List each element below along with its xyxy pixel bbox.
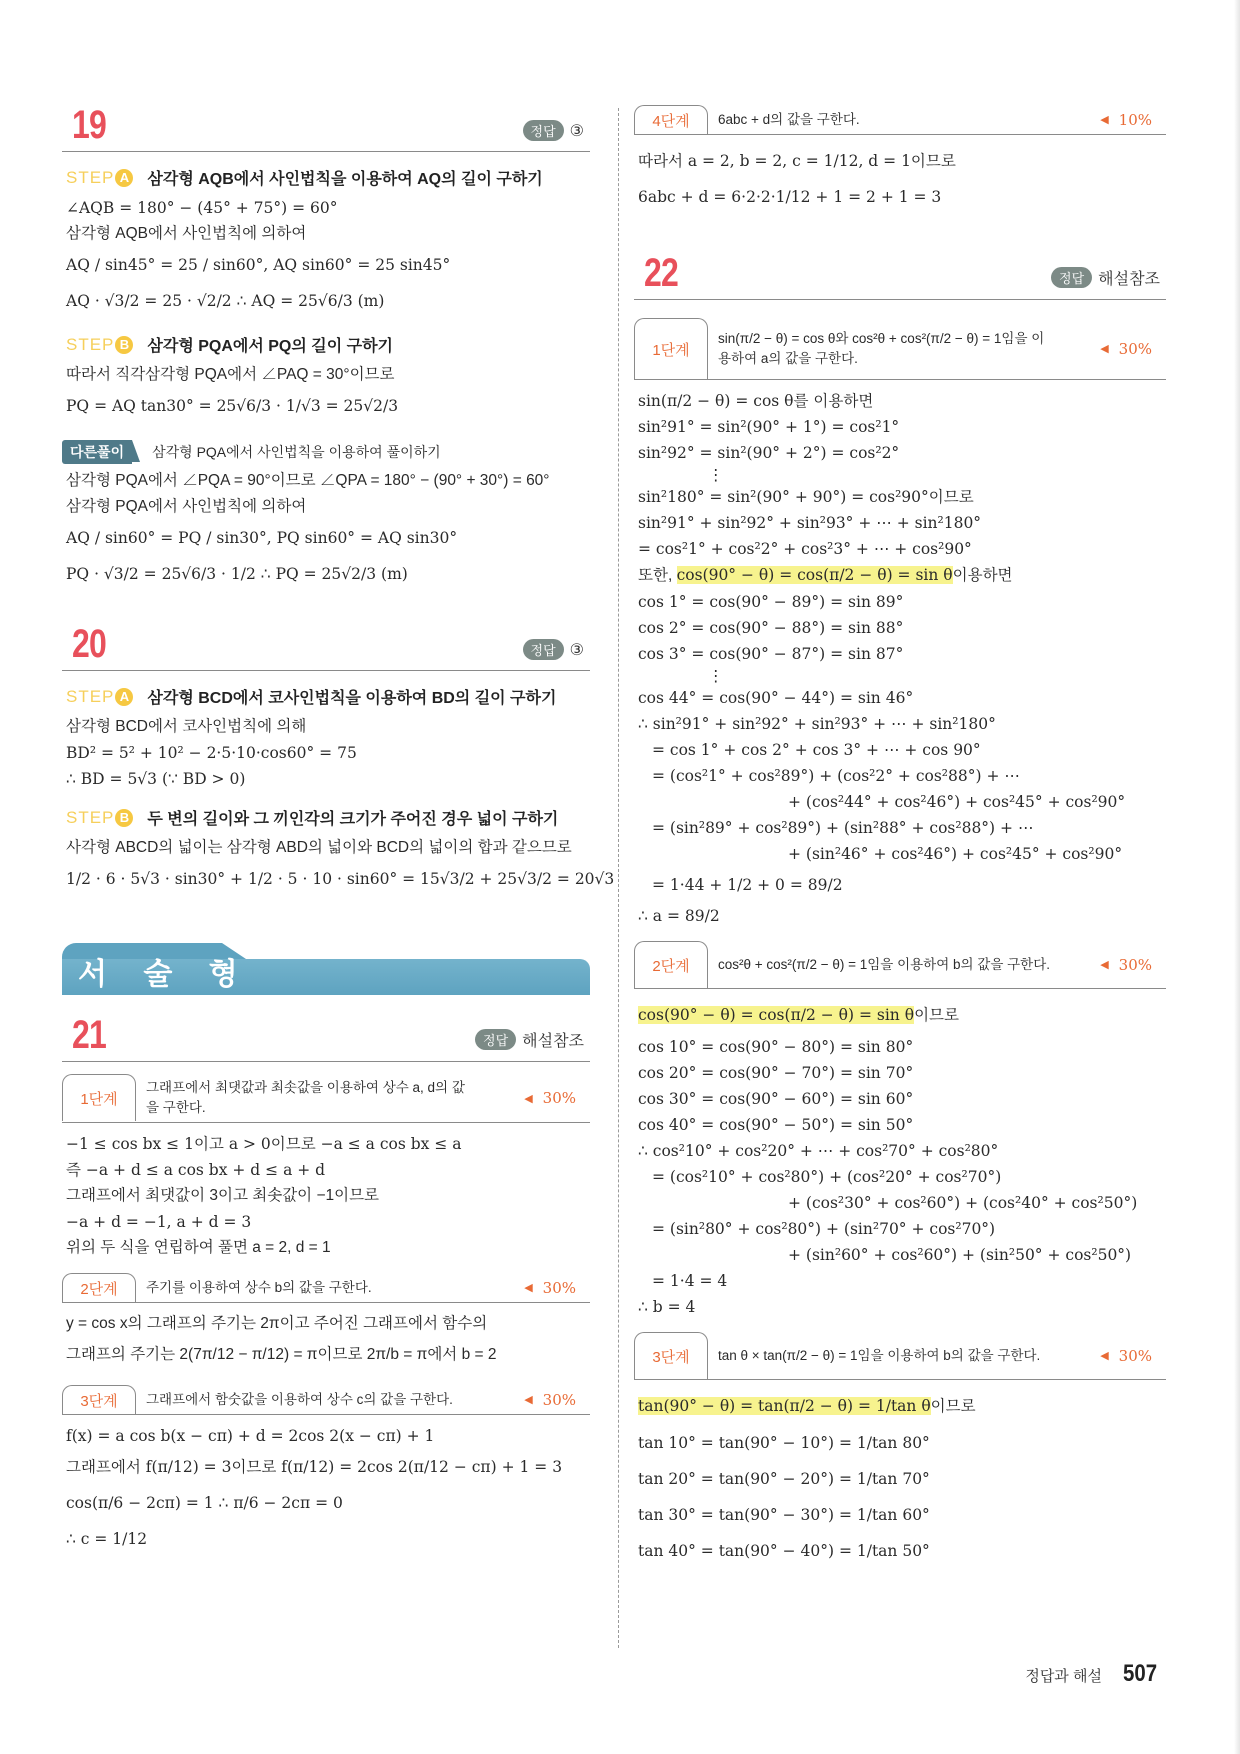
stage-score — [486, 1074, 590, 1122]
step-title: 삼각형 PQA에서 PQ의 길이 구하기 — [147, 338, 393, 355]
solution-line: 즉 −a + d ≤ a cos bx + d ≤ a + d — [66, 1161, 326, 1179]
solution-line: cos 44° = cos(90° − 44°) = sin 46° — [638, 689, 914, 707]
highlighted-identity-line — [638, 1388, 1166, 1425]
stage-2-header — [634, 941, 1166, 989]
stage-description: sin(π/2 − θ) = cos θ와 cos²θ + cos²(π/2 − θ) = 1임을 이용하여 a의 값을 구한다. — [718, 330, 1045, 366]
answer-block — [523, 120, 584, 141]
stage-percent: 30% — [1118, 955, 1152, 974]
problem-number: 20 — [72, 622, 106, 666]
left-column — [62, 95, 615, 1557]
stage-percent: 30% — [542, 1278, 576, 1297]
stage-description: cos²θ + cos²(π/2 − θ) = 1임을 이용하여 b의 값을 구한다. — [718, 956, 1051, 972]
stage-4-header — [634, 105, 1166, 135]
note-prefix: 또한, — [638, 567, 677, 584]
solution-line: ∴ BD = 5√3 (∵ BD > 0) — [66, 770, 246, 788]
problem-19-header — [62, 95, 590, 152]
solution-line: + (sin²46° + cos²46°) + cos²45° + cos²90° — [788, 845, 1123, 863]
solution-line: 삼각형 AQB에서 사인법칙에 의하여 — [66, 225, 307, 242]
stage-label: 2단계 — [634, 941, 708, 988]
stage-2-header — [62, 1273, 590, 1303]
highlighted-identity-line — [638, 562, 1166, 589]
step-tag: STEP — [66, 807, 115, 827]
solution-line: = cos²1° + cos²2° + cos²3° + ⋯ + cos²90° — [638, 540, 972, 558]
problem-22-header — [634, 243, 1166, 300]
note-suffix: 이므로 — [930, 1398, 976, 1415]
solution-line: 위의 두 식을 연립하여 풀면 a = 2, d = 1 — [66, 1239, 331, 1256]
solution-line: sin(π/2 − θ) = cos θ를 이용하면 — [638, 392, 874, 410]
page-edge-shadow — [1234, 0, 1240, 1754]
solution-line: 1/2 · 6 · 5√3 · sin30° + 1/2 · 5 · 10 · sin60° = 15√3/2 + 25√3/2 = 20√3 — [66, 870, 615, 888]
problem-number: 22 — [644, 251, 678, 295]
alternate-solution-tag: 다른풀이 — [62, 440, 132, 464]
solution-line: 사각형 ABCD의 넓이는 삼각형 ABD의 넓이와 BCD의 넓이의 합과 같으므로 — [66, 839, 572, 856]
solution-line: = (cos²10° + cos²80°) + (cos²20° + cos²70°) — [652, 1168, 1002, 1186]
solution-line: AQ / sin45° = 25 / sin60°, AQ sin60° = 25 sin45° — [66, 256, 451, 274]
stage-label: 3단계 — [62, 1385, 136, 1414]
step-letter-badge: A — [115, 688, 133, 706]
solution-line: cos 10° = cos(90° − 80°) = sin 80° — [638, 1038, 914, 1056]
solution-line: 6abc + d = 6·2·2·1/12 + 1 = 2 + 1 = 3 — [638, 188, 942, 206]
solution-line: 그래프에서 f(π/12) = 3이므로 f(π/12) = 2cos 2(π/12 − cπ) + 1 = 3 — [66, 1458, 563, 1476]
stage-label: 1단계 — [62, 1074, 136, 1121]
solution-line: BD² = 5² + 10² − 2·5·10·cos60° = 75 — [66, 744, 357, 762]
solution-line: = 1·44 + 1/2 + 0 = 89/2 — [652, 876, 843, 894]
step-tag: STEP — [66, 167, 115, 187]
problem-20-header — [62, 614, 590, 671]
stage-percent: 30% — [542, 1089, 576, 1107]
page-number: 507 — [1122, 1660, 1157, 1687]
step-letter-badge: A — [115, 169, 133, 187]
solution-line: = cos 1° + cos 2° + cos 3° + ⋯ + cos 90° — [652, 741, 981, 759]
solution-line: + (cos²30° + cos²60°) + (cos²40° + cos²50°) — [788, 1194, 1138, 1212]
solution-line: cos 40° = cos(90° − 50°) = sin 50° — [638, 1116, 914, 1134]
stage-3-header — [62, 1385, 590, 1415]
stage-score — [1062, 1332, 1166, 1379]
stage-percent: 30% — [1118, 1346, 1152, 1365]
solution-line: 삼각형 PQA에서 ∠PQA = 90°이므로 ∠QPA = 180° − (90° + 30°) = 60° — [66, 472, 550, 489]
ellipsis-vertical: ⋮ — [708, 667, 724, 685]
highlighted-formula: tan(90° − θ) = tan(π/2 − θ) = 1/tan θ — [638, 1397, 931, 1415]
solution-line: sin²92° = sin²(90° + 2°) = cos²2° — [638, 444, 900, 462]
step-title: 삼각형 AQB에서 사인법칙을 이용하여 AQ의 길이 구하기 — [147, 171, 543, 188]
footer-section-label: 정답과 해설 — [1025, 1668, 1102, 1685]
stage-description: 그래프에서 함숫값을 이용하여 상수 c의 값을 구한다. — [146, 1391, 453, 1407]
solution-line: sin²91° + sin²92° + sin²93° + ⋯ + sin²180° — [638, 514, 982, 532]
solution-line: cos 3° = cos(90° − 87°) = sin 87° — [638, 645, 904, 663]
section-title: 서 술 형 — [78, 958, 252, 991]
solution-line: tan 30° = tan(90° − 30°) = 1/tan 60° — [638, 1506, 930, 1524]
triangle-left-icon: ◀ — [524, 1281, 533, 1294]
step-tag: STEP — [66, 334, 115, 354]
triangle-left-icon: ◀ — [524, 1091, 533, 1105]
section-banner — [62, 943, 590, 995]
solution-line: 삼각형 BCD에서 코사인법칙에 의해 — [66, 718, 307, 735]
step-title: 두 변의 길이와 그 끼인각의 크기가 주어진 경우 넓이 구하기 — [147, 811, 559, 828]
stage-percent: 30% — [542, 1390, 576, 1409]
solution-line: + (cos²44° + cos²46°) + cos²45° + cos²90° — [788, 793, 1126, 811]
solution-line: + (sin²60° + cos²60°) + (sin²50° + cos²50°) — [788, 1246, 1132, 1264]
column-divider — [618, 108, 619, 1648]
answer-block — [475, 1028, 584, 1051]
solution-line: = (cos²1° + cos²89°) + (cos²2° + cos²88°) + ⋯ — [652, 767, 1020, 785]
triangle-left-icon: ◀ — [1100, 113, 1109, 126]
answer-value: ③ — [569, 122, 584, 140]
solution-line: cos(π/6 − 2cπ) = 1 ∴ π/6 − 2cπ = 0 — [66, 1494, 343, 1512]
stage-description: 6abc + d의 값을 구한다. — [718, 111, 860, 127]
page-footer — [1025, 1660, 1160, 1688]
solution-line: ∴ sin²91° + sin²92° + sin²93° + ⋯ + sin²180° — [638, 715, 996, 733]
solution-line: = (sin²89° + cos²89°) + (sin²88° + cos²88°) + ⋯ — [652, 819, 1034, 837]
step-letter-badge: B — [115, 336, 133, 354]
stage-1-header — [62, 1074, 590, 1123]
step-letter-badge: B — [115, 809, 133, 827]
stage-score — [486, 1273, 590, 1302]
solution-line: 따라서 직각삼각형 PQA에서 ∠PAQ = 30°이므로 — [66, 366, 395, 383]
solution-line: cos 1° = cos(90° − 89°) = sin 89° — [638, 593, 904, 611]
solution-line: tan 40° = tan(90° − 40°) = 1/tan 50° — [638, 1542, 930, 1560]
stage-score — [1062, 318, 1166, 379]
answer-label-pill: 정답 — [475, 1029, 516, 1050]
solution-line: = 1·4 = 4 — [652, 1272, 728, 1290]
solution-line: cos 2° = cos(90° − 88°) = sin 88° — [638, 619, 904, 637]
triangle-left-icon: ◀ — [1100, 1349, 1109, 1362]
step-a-heading — [66, 166, 590, 189]
solution-line: f(x) = a cos b(x − cπ) + d = 2cos 2(x − cπ) + 1 — [66, 1427, 435, 1445]
alternate-solution-heading — [62, 440, 590, 464]
solution-line: tan 20° = tan(90° − 20°) = 1/tan 70° — [638, 1470, 930, 1488]
note-suffix: 이용하면 — [952, 567, 1013, 584]
stage-percent: 30% — [1118, 339, 1152, 358]
stage-3-header — [634, 1332, 1166, 1380]
stage-score — [486, 1385, 590, 1414]
solution-line: ∴ cos²10° + cos²20° + ⋯ + cos²70° + cos²80° — [638, 1142, 999, 1160]
answer-value: ③ — [569, 641, 584, 659]
stage-label: 1단계 — [634, 318, 708, 379]
stage-label: 2단계 — [62, 1273, 136, 1302]
answer-value: 해설참조 — [1098, 271, 1160, 288]
problem-number: 21 — [72, 1013, 106, 1057]
stage-description: tan θ × tan(π/2 − θ) = 1임을 이용하여 b의 값을 구한다. — [718, 1347, 1041, 1363]
answer-block — [1051, 266, 1160, 289]
stage-label: 3단계 — [634, 1332, 708, 1379]
stage-1-header — [634, 318, 1166, 380]
solution-line: 삼각형 PQA에서 사인법칙에 의하여 — [66, 498, 307, 515]
stage-description: 주기를 이용하여 상수 b의 값을 구한다. — [146, 1279, 372, 1295]
note-suffix: 이므로 — [914, 1007, 959, 1024]
solution-line: tan 10° = tan(90° − 10°) = 1/tan 80° — [638, 1434, 930, 1452]
solution-line: 그래프의 주기는 2(7π/12 − π/12) = π이므로 2π/b = π에서 b = 2 — [66, 1346, 497, 1363]
solution-line: −a + d = −1, a + d = 3 — [66, 1213, 252, 1231]
step-b-heading — [66, 333, 590, 356]
solution-line: −1 ≤ cos bx ≤ 1이고 a > 0이므로 −a ≤ a cos bx ≤ a — [66, 1135, 462, 1153]
solution-line: ∴ a = 89/2 — [638, 907, 720, 925]
triangle-left-icon: ◀ — [1100, 342, 1109, 355]
problem-21-header — [62, 1005, 590, 1062]
solution-line: AQ · √3/2 = 25 · √2/2 ∴ AQ = 25√6/3 (m) — [66, 292, 385, 310]
solution-line: PQ = AQ tan30° = 25√6/3 · 1/√3 = 25√2/3 — [66, 397, 399, 415]
answer-label-pill: 정답 — [523, 120, 564, 141]
stage-label: 4단계 — [634, 105, 708, 134]
solution-line: PQ · √3/2 = 25√6/3 · 1/2 ∴ PQ = 25√2/3 (m) — [66, 565, 408, 583]
solution-line: = (sin²80° + cos²80°) + (sin²70° + cos²70°) — [652, 1220, 996, 1238]
alternate-solution-title: 삼각형 PQA에서 사인법칙을 이용하여 풀이하기 — [152, 444, 441, 460]
solution-line: AQ / sin60° = PQ / sin30°, PQ sin60° = AQ sin30° — [66, 529, 458, 547]
solution-line: ∴ c = 1/12 — [66, 1530, 148, 1548]
solution-line: 그래프에서 최댓값이 3이고 최솟값이 −1이므로 — [66, 1187, 380, 1204]
highlighted-formula: cos(90° − θ) = cos(π/2 − θ) = sin θ — [676, 566, 953, 584]
solution-line: sin²91° = sin²(90° + 1°) = cos²1° — [638, 418, 900, 436]
triangle-left-icon: ◀ — [524, 1393, 533, 1406]
stage-description: 그래프에서 최댓값과 최솟값을 이용하여 상수 a, d의 값을 구한다. — [146, 1080, 465, 1115]
triangle-left-icon: ◀ — [1100, 958, 1109, 971]
stage-score — [1062, 105, 1166, 134]
answer-label-pill: 정답 — [1051, 267, 1092, 288]
stage-score — [1062, 941, 1166, 988]
step-tag: STEP — [66, 686, 115, 706]
step-a-heading — [66, 685, 590, 708]
solution-line: sin²180° = sin²(90° + 90°) = cos²90°이므로 — [638, 488, 974, 506]
ellipsis-vertical: ⋮ — [708, 466, 724, 484]
solution-line: ∠AQB = 180° − (45° + 75°) = 60° — [66, 199, 338, 217]
solution-line: ∴ b = 4 — [638, 1298, 696, 1316]
highlighted-identity-line — [638, 997, 1166, 1034]
highlighted-formula: cos(90° − θ) = cos(π/2 − θ) = sin θ — [638, 1006, 915, 1024]
solution-line: 따라서 a = 2, b = 2, c = 1/12, d = 1이므로 — [638, 152, 956, 170]
answer-value: 해설참조 — [522, 1033, 584, 1050]
stage-percent: 10% — [1118, 110, 1152, 129]
step-title: 삼각형 BCD에서 코사인법칙을 이용하여 BD의 길이 구하기 — [147, 690, 557, 707]
answer-block — [523, 639, 584, 660]
solution-line: cos 20° = cos(90° − 70°) = sin 70° — [638, 1064, 914, 1082]
step-b-heading — [66, 806, 590, 829]
right-column — [634, 95, 1166, 1569]
problem-number: 19 — [72, 103, 106, 147]
solution-line: cos 30° = cos(90° − 60°) = sin 60° — [638, 1090, 914, 1108]
answer-label-pill: 정답 — [523, 639, 564, 660]
solution-line: y = cos x의 그래프의 주기는 2π이고 주어진 그래프에서 함수의 — [66, 1315, 488, 1332]
